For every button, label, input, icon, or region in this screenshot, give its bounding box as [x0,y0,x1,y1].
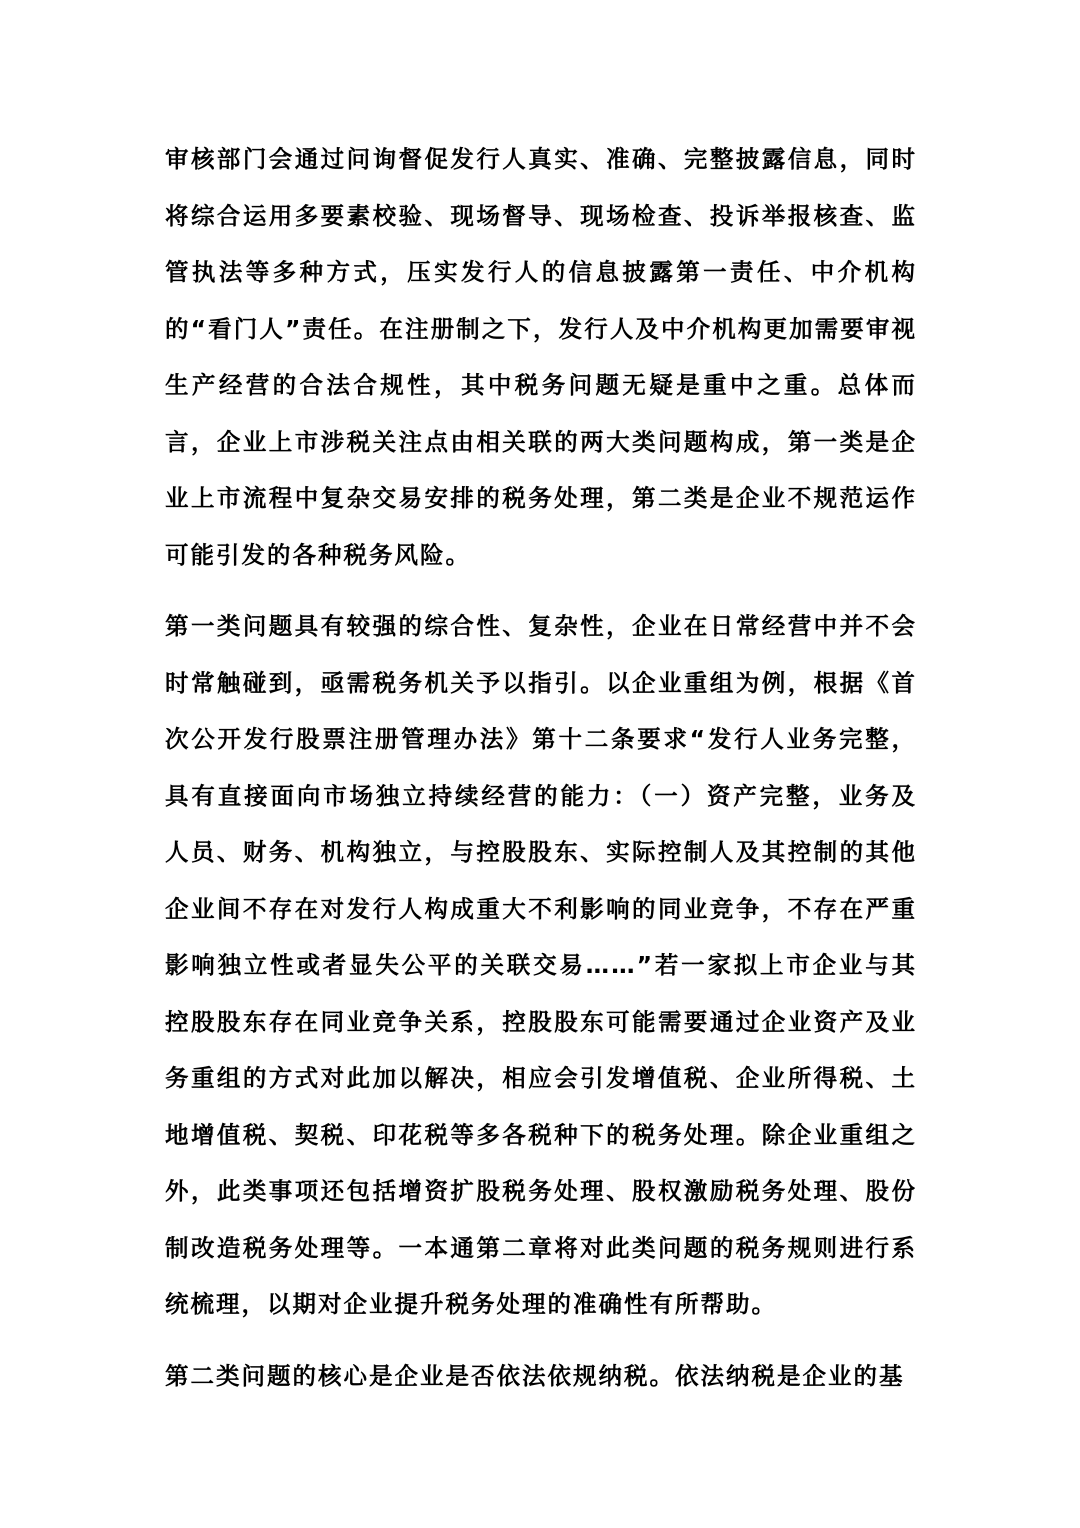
paragraph-2: 第一类问题具有较强的综合性、复杂性，企业在日常经营中并不会时常触碰到，亟需税务机关予以指引。以企业重组为例，根据《首次公开发行股票注册管理办法》第十二条要求“发行人业务完整，具有直接面向市场独立持续经营的能力：（一）资产完整，业务及人员、财务、机构独立，与控股股东、实际控制人及其控制的其他企业间不存在对发行人构成重大不利影响的同业竞争，不存在严重影响独立性或者显失公平的关联交易……”若一家拟上市企业与其控股股东存在同业竞争关系，控股股东可能需要通过企业资产及业务重组的方式对此加以解决，相应会引发增值税、企业所得税、土地增值税、契税、印花税等多各税种下的税务处理。除企业重组之外，此类事项还包括增资扩股税务处理、股权激励税务处理、股份制改造税务处理等。一本通第二章将对此类问题的税务规则进行系统梳理，以期对企业提升税务处理的准确性有所帮助。 [165,612,917,1318]
paragraph-3: 第二类问题的核心是企业是否依法依规纳税。依法纳税是企业的基 [165,1362,905,1390]
paragraph-1: 审核部门会通过问询督促发行人真实、准确、完整披露信息，同时将综合运用多要素校验、现场督导、现场检查、投诉举报核查、监管执法等多种方式，压实发行人的信息披露第一责任、中介机构的“看门人”责任。在注册制之下，发行人及中介机构更加需要审视生产经营的合法合规性，其中税务问题无疑是重中之重。总体而言，企业上市涉税关注点由相关联的两大类问题构成，第一类是企业上市流程中复杂交易安排的税务处理，第二类是企业不规范运作可能引发的各种税务风险。 [165,145,917,569]
